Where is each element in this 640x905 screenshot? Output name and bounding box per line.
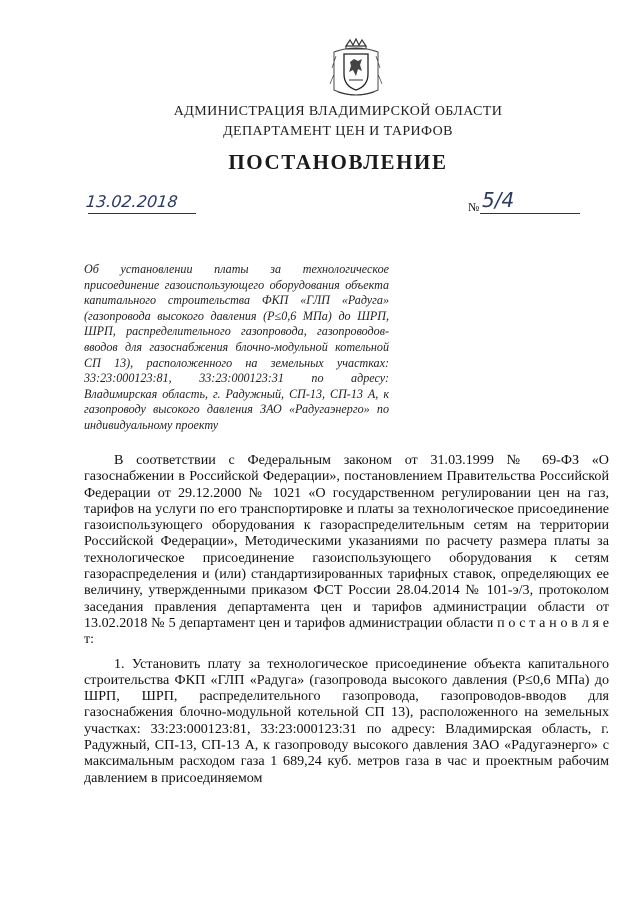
department-name: ДЕПАРТАМЕНТ ЦЕН И ТАРИФОВ	[223, 124, 453, 139]
organization-name: АДМИНИСТРАЦИЯ ВЛАДИМИРСКОЙ ОБЛАСТИ	[173, 104, 503, 119]
document-subject: Об установлении платы за технологическое присоединение газоиспользующего оборудования объекта капитального строительства ФКП «ГЛП «Радуга» (газопровода высокого давления (Р≤0,6 МПа) до ШРП, ШРП, распределительного газопровода, газопроводов-вводов для газоснабжения блочно-модульной котельной СП 13), расположенного на земельных участках: 33:23:000123:81, 33:23:000123:31 по адресу: Владимирская область, г. Радужный, СП-13, СП-13 А, к газопроводу высокого давления ЗАО «Радугаэнерго» по индивидуальному проекту	[84, 262, 389, 432]
document-date: 13.02.2018	[85, 192, 179, 211]
body-paragraph-preamble: В соответствии с Федеральным законом от 31.03.1999 № 69-ФЗ «О газоснабжении в Российской Федерации», постановлением Правительства Российской Федерации от 29.12.2000 № 1021 «О государственном регулировании цен на газ, тарифов на услуги по его транспортировке и платы за технологическое присоединение газоиспользующего оборудования к газораспределительным сетям на территории Российской Федерации», Методическими указаниями по расчету размера платы за технологическое присоединение газоиспользующего оборудования к сетям газораспределения и (или) стандартизированных тарифных ставок, определяющих ее величину, утвержденными приказом ФСТ России 28.04.2014 № 101-э/3, протоколом заседания правления департамента цен и тарифов администрации области от 13.02.2018 № 5 департамент цен и тарифов администрации области п о с т а н о в л я е т:	[84, 452, 609, 648]
document-number: 5/4	[482, 188, 515, 212]
document-type-title: ПОСТАНОВЛЕНИЕ	[228, 150, 448, 174]
document-body	[84, 452, 609, 786]
coat-of-arms-icon	[328, 38, 384, 100]
date-underline	[88, 213, 196, 214]
number-sign: №	[468, 200, 480, 214]
body-paragraph-item-1: 1. Установить плату за технологическое присоединение объекта капитального строительства ФКП «ГЛП «Радуга» (газопровода высокого давления (Р≤0,6 МПа) до ШРП, ШРП, распределительного газопровода, газопроводов-вводов для газоснабжения блочно-модульной котельной СП 13), расположенного на земельных участках: 33:23:000123:81, 33:23:000123:31 по адресу: Владимирская область, г. Радужный, СП-13, СП-13 А, к газопроводу высокого давления ЗАО «Радугаэнерго» с максимальным расходом газа 1 689,24 куб. метров газа в час и проектным рабочим давлением в присоединяемом	[84, 655, 609, 786]
number-underline	[480, 213, 580, 214]
